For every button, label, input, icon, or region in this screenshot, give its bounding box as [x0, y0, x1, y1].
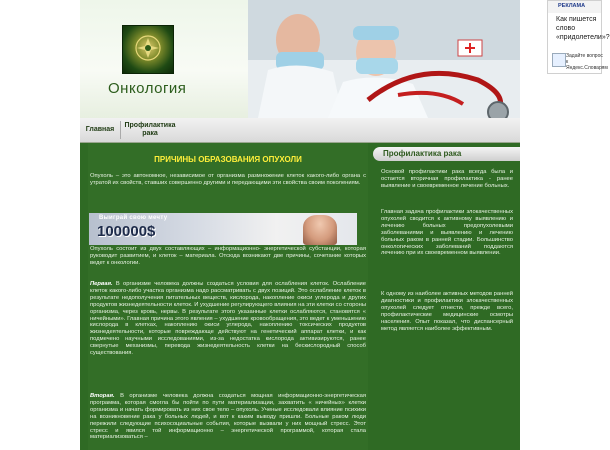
emblem-icon [123, 26, 173, 73]
main-article [88, 143, 368, 450]
sidebar [373, 147, 520, 450]
header [80, 0, 520, 118]
paragraph-lead: Первая. [90, 281, 113, 287]
yandex-ad-widget[interactable] [547, 0, 610, 74]
site-logo[interactable] [122, 25, 174, 74]
ad-header [548, 1, 601, 13]
header-photo [248, 0, 520, 118]
article-paragraph-first [90, 281, 366, 357]
content-area [80, 143, 520, 450]
article-intro: Опухоль – это автономное, независимое от организма размножение клеток какого-либо органа с утратой их свойств, ставших совершенно другими и передающими эти свойства своим поколениям. [90, 173, 366, 186]
site-title: Онкология [108, 80, 187, 97]
nav-divider [120, 121, 121, 139]
yandex-icon [552, 53, 566, 67]
page [80, 0, 520, 450]
ad-footer-text[interactable]: Задайте вопрос к Яндекс.Словарям [566, 53, 608, 71]
banner-caption: Выиграй свою мечту [99, 215, 168, 221]
paragraph-body: В организме человека должны создаться условия для ослабления клеток. Ослабление клеток какого-либо участка организма надо рассматривать с двух позиций. Это ослабление клеток в результате недополучения питательных веществ, кислорода, накопление окиси углерода и других продуктов жизнедеятельности клеток. И ухудшение регулирующего влияния на эти клетки со стороны организма, через кровь, нервы. В результате этого указанные клетки ослабляются, становятся « ничейными». Главная причина этого явления – ухудшение кровообращения, это ведет к уменьшению кислорода в клетках, накоплению окиси углерода, накоплению токсических продуктов жизнедеятельности, которые повреждающе действуют на генетический аппарат клетки, и как подмечено научными исследованиями, из-за недостатка кислорода активизируются, ранее свернутые механизмы, перевода жизнедеятельность клетки на бескислородный способ существования. [90, 281, 366, 357]
doctors-image [248, 0, 520, 118]
sidebar-header [373, 147, 520, 161]
paragraph-body: В организме человека должна создаться мощная информационно-энергетическая программа, которая смогла бы пойти по пути материализации, захватить « ничейных» клетки организма и начать формировать из них свое тело – опухоль. Ученые исследовали влияние психики на возникновение рака у больных людей, и вот к каким выводу пришли. Больные раком люди пережили следующие психосоциальные события, которые вызвали у них мощный стресс. Этот стресс и явился той информационно – энергетической программой, которая стала материализоваться – [90, 393, 366, 441]
article-paragraph: Опухоль состоит из двух составляющих – информационно- энергетической субстанции, которая руководит развитием, и клеток – материала. Отсюда возникают две причины, сочетание которых ведет к онкологии. [90, 246, 366, 266]
ad-text[interactable]: Как пишется слово «придолетели»? [556, 16, 610, 41]
nav-item-home[interactable]: Главная [85, 126, 115, 133]
article-heading: ПРИЧИНЫ ОБРАЗОВАНИЯ ОПУХОЛИ [154, 155, 302, 164]
paragraph-lead: Вторая. [90, 393, 115, 399]
sidebar-title: Профилактика рака [383, 149, 462, 158]
sidebar-paragraph: Главная задача профилактики злокачественных опухолей сводится к активному выявлению и лечению больных предопухолевыми заболеваниями и выявлению и лечению больных раком в ранней стадии. Большинство онкологических заболеваний поддаются лечению при их своевременном выявлении. [381, 209, 513, 257]
sidebar-paragraph: К одному из наиболее активных методов ранней диагностики и профилактики злокачественных опухолей следует отнести, прежде всего, профилактические медицинские осмотры населения. Опыт показал, что диспансерный метод является наиболее эффективным. [381, 291, 513, 332]
nav-item-prevention[interactable]: Профилактика рака [124, 122, 176, 137]
banner-amount: 100000$ [97, 223, 156, 240]
ad-banner[interactable] [89, 213, 357, 245]
ad-label: РЕКЛАМА [558, 3, 586, 9]
ad-footer [552, 53, 608, 73]
main-nav [80, 118, 520, 143]
article-paragraph-second [90, 393, 366, 441]
banner-person-image [303, 215, 337, 245]
sidebar-paragraph: Основой профилактики рака всегда была и остается вторичная профилактика - ранее выявление и своевременное лечение больных. [381, 169, 513, 189]
